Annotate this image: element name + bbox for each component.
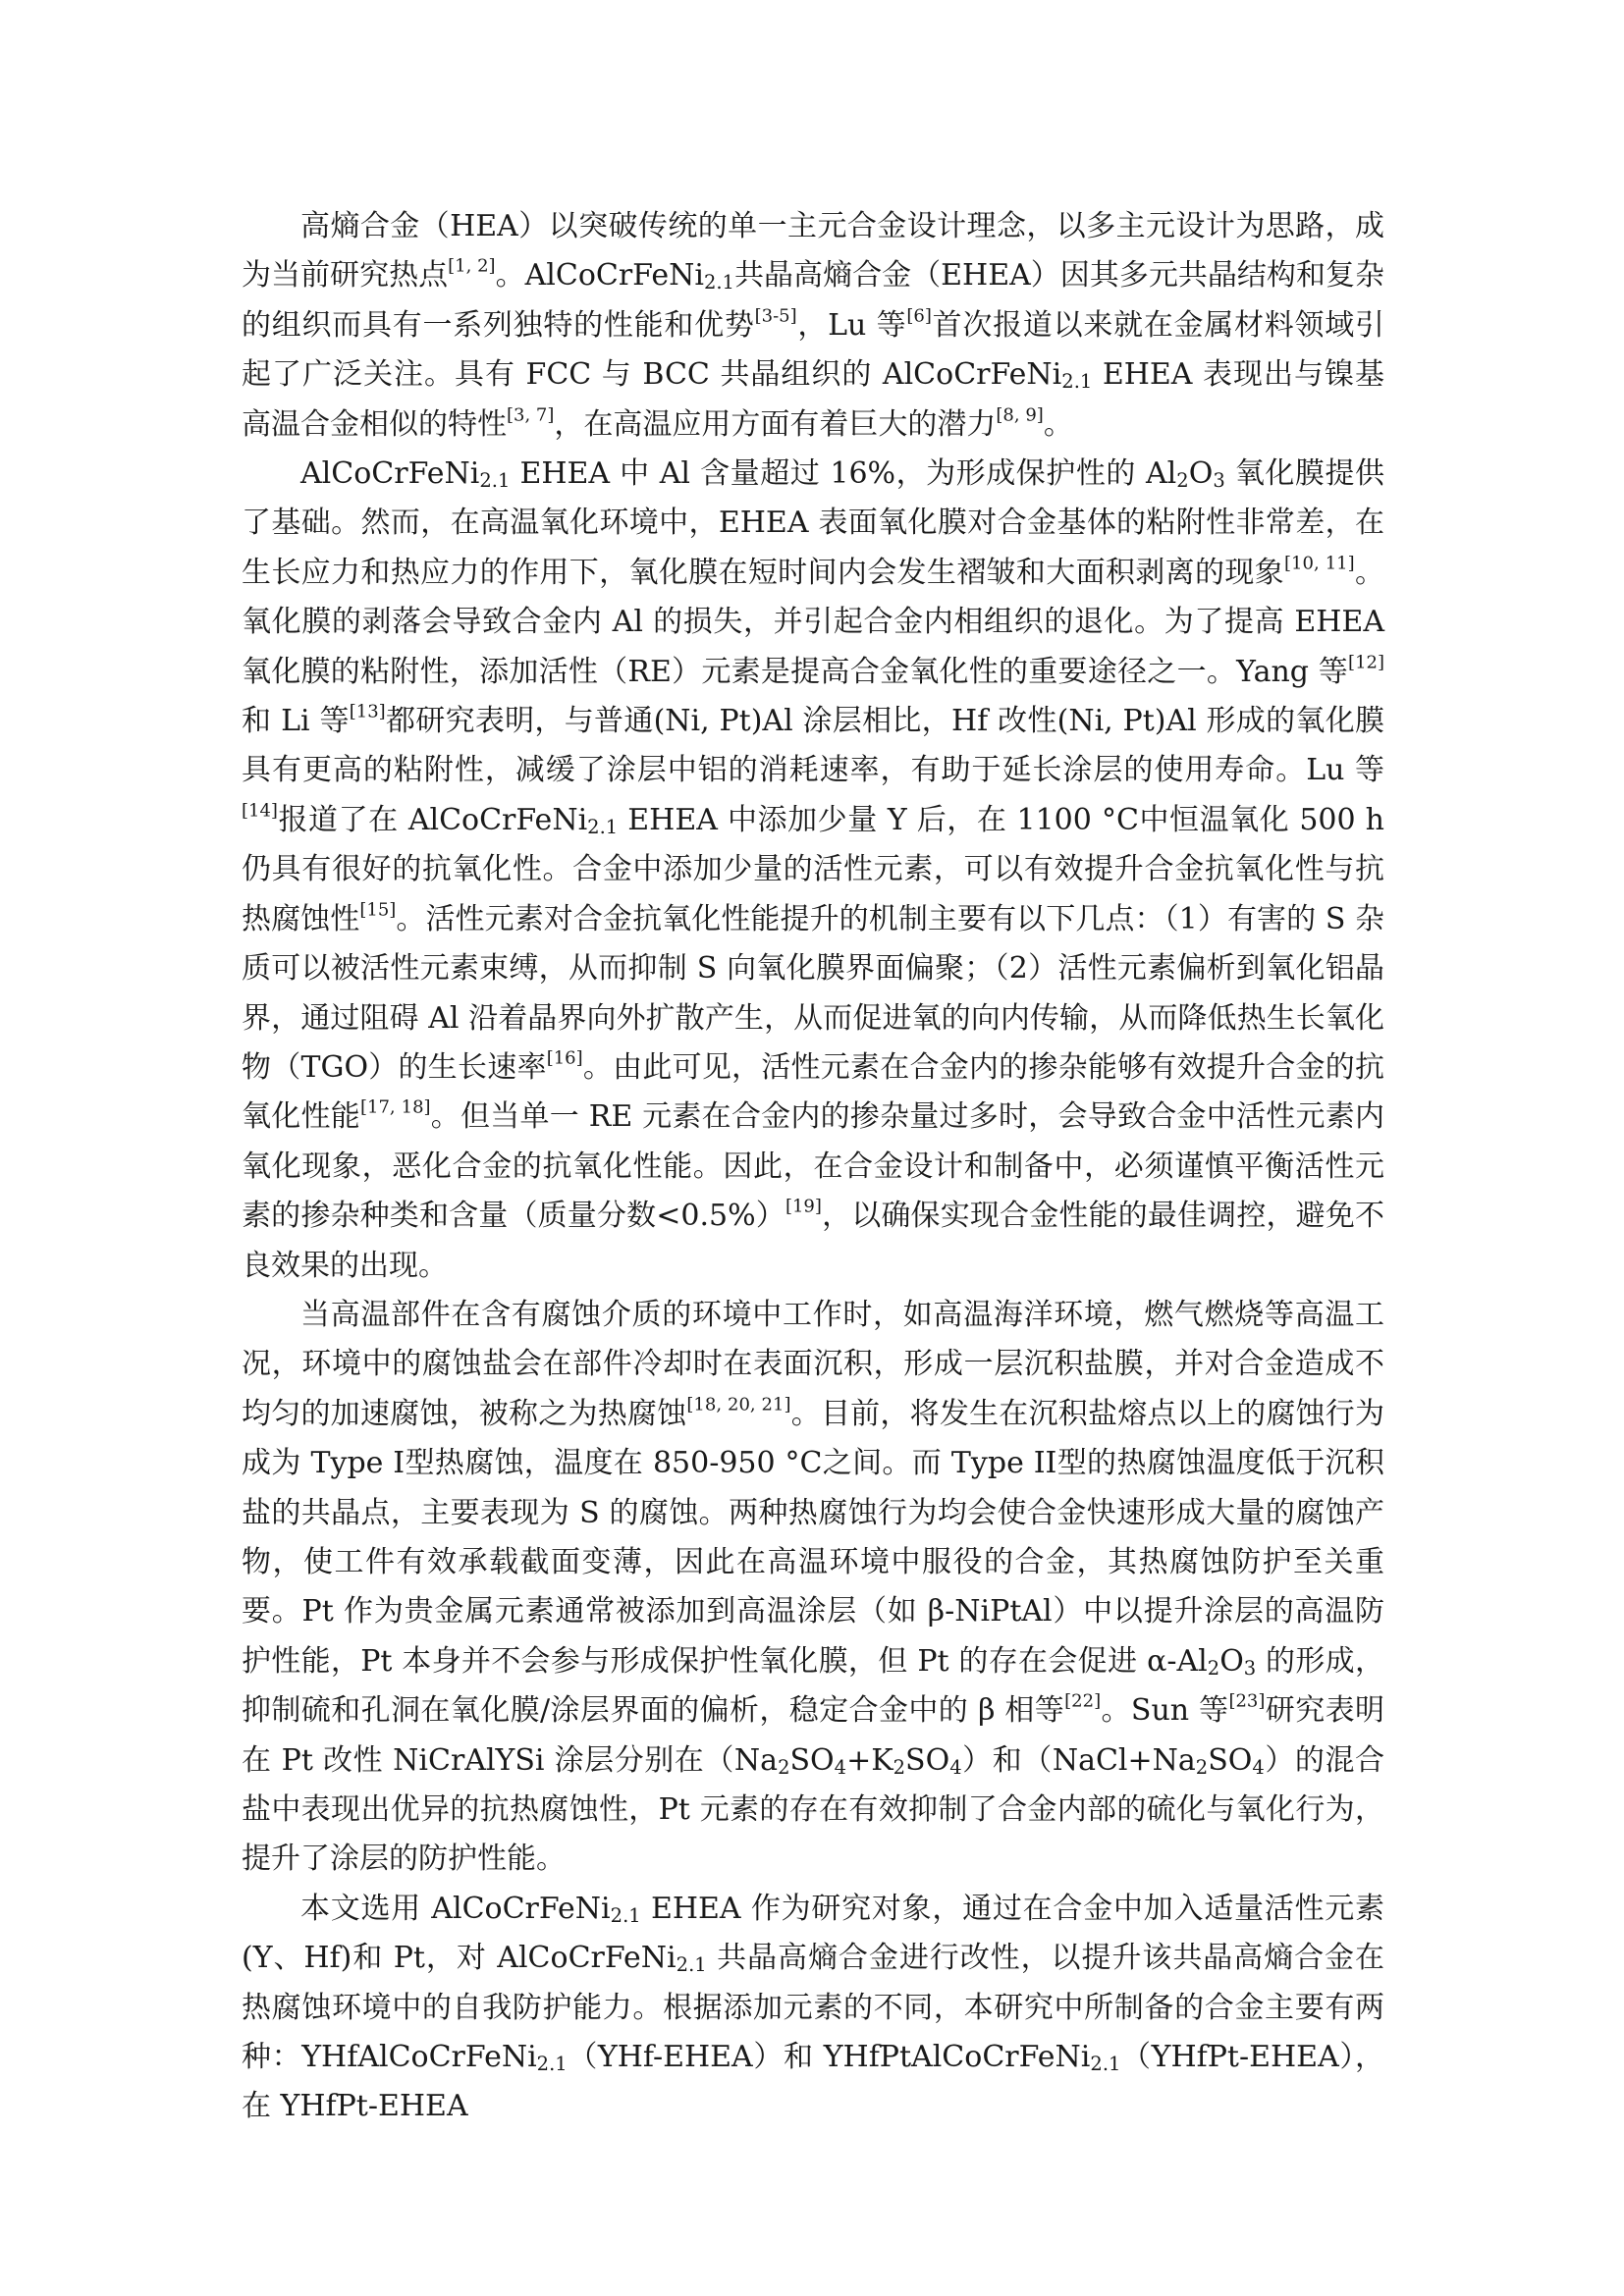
text-run: ）和（NaCl+Na [961, 1742, 1196, 1778]
citation-ref: [3, 7] [507, 404, 555, 426]
chemical-subscript: 2 [1195, 1755, 1209, 1779]
text-run: 报道了在 AlCoCrFeNi [277, 802, 588, 837]
text-run: EHEA 中 Al 含量超过 16%，为形成保护性的 Al [510, 456, 1177, 492]
text-run: 。目前，将发生在沉积盐熔点以上的腐蚀行为成为 Type I型热腐蚀，温度在 850-950 °C之间。而 Type II型的热腐蚀温度低于沉积盐的共晶点，主要表现为 S 的腐蚀。两种热腐蚀行为均会使合金快速形成大量的腐蚀产物，使工件有效承载截面变薄，因此在高温环境中服役的合金，其热腐蚀防护至关重要。Pt 作为贵金属元素通常被添加到高温涂层（如 β-NiPtAl）中以提升涂层的高温防护性能，Pt 本身并不会参与形成保护性氧化膜，但 Pt 的存在会促进 α-Al [242, 1396, 1385, 1679]
text-run: 的形成，抑制硫和孔洞在氧化膜/涂层界面的偏析，稳定合金中的 β 相等 [242, 1643, 1384, 1729]
chemical-subscript: 2.1 [479, 468, 511, 492]
citation-ref: [6] [906, 305, 932, 327]
chemical-subscript: 2.1 [536, 2052, 568, 2075]
chemical-subscript: 2 [893, 1755, 906, 1779]
chemical-subscript: 2 [1176, 468, 1189, 492]
text-run: EHEA 表现出与镍基高温合金相似的特性 [242, 357, 1384, 442]
citation-ref: [1, 2] [448, 255, 496, 277]
text-run: 共晶高熵合金（EHEA）因其多元共晶结构和复杂的组织而具有一系列独特的性能和优势 [242, 258, 1384, 343]
text-run: （YHfPt-EHEA），在 YHfPt-EHEA [242, 2040, 1384, 2124]
chemical-subscript: 2.1 [1090, 2052, 1121, 2075]
text-run: O [1188, 456, 1214, 492]
text-run: 本文选用 AlCoCrFeNi [300, 1891, 611, 1926]
chemical-subscript: 2.1 [676, 1953, 707, 1977]
text-run: （YHf-EHEA）和 YHfPtAlCoCrFeNi [567, 2040, 1091, 2075]
text-run: 。AlCoCrFeNi [495, 258, 704, 294]
citation-ref: [16] [546, 1047, 583, 1069]
chemical-subscript: 2.1 [1061, 370, 1093, 394]
citation-ref: [3-5] [754, 305, 797, 327]
text-run: 氧化膜提供了基础。然而，在高温氧化环境中，EHEA 表面氧化膜对合金基体的粘附性非常差，在生长应力和热应力的作用下，氧化膜在短时间内会发生褶皱和大面积剥离的现象 [242, 456, 1384, 590]
citation-ref: [12] [1348, 652, 1384, 673]
text-run: 。但当单一 RE 元素在合金内的掺杂量过多时，会导致合金中活性元素内氧化现象，恶化合金的抗氧化性能。因此，在合金设计和制备中，必须谨慎平衡活性元素的掺杂种类和含量（质量分数<0.5%） [242, 1099, 1385, 1234]
chemical-subscript: 2 [778, 1755, 790, 1779]
citation-ref: [17, 18] [360, 1096, 431, 1118]
text-run: O [1219, 1643, 1244, 1679]
text-run: 。由此可见，活性元素在合金内的掺杂能够有效提升合金的抗氧化性能 [242, 1049, 1384, 1135]
text-run: 研究表明在 Pt 改性 NiCrAlYSi 涂层分别在（Na [242, 1693, 1385, 1778]
chemical-subscript: 3 [1213, 468, 1225, 492]
paragraph-introduction-hea [242, 202, 1384, 450]
text-run: ，Lu 等 [796, 307, 907, 343]
text-run: 高熵合金（HEA）以突破传统的单一主元合金设计理念，以多主元设计为思路，成为当前研究热点 [242, 209, 1384, 294]
chemical-subscript: 4 [949, 1755, 962, 1779]
paper-body [242, 202, 1384, 2132]
citation-ref: [18, 20, 21] [686, 1394, 791, 1415]
chemical-subscript: 3 [1243, 1656, 1257, 1680]
text-run: 首次报道以来就在金属材料领域引起了广泛关注。具有 FCC 与 BCC 共晶组织的 AlCoCrFeNi [242, 307, 1385, 393]
text-run: EHEA 作为研究对象，通过在合金中加入适量活性元素(Y、Hf)和 Pt，对 AlCoCrFeNi [242, 1891, 1384, 1976]
text-run: SO [1208, 1742, 1253, 1778]
citation-ref: [10, 11] [1284, 553, 1355, 574]
text-run: 。氧化膜的剥落会导致合金内 Al 的损失，并引起合金内相组织的退化。为了提高 EHEA 氧化膜的粘附性，添加活性（RE）元素是提高合金氧化性的重要途径之一。Yang 等 [242, 555, 1384, 689]
text-run: ）的混合盐中表现出优异的抗热腐蚀性，Pt 元素的存在有效抑制了合金内部的硫化与氧化行为，提升了涂层的防护性能。 [242, 1742, 1385, 1877]
citation-ref: [8, 9] [996, 404, 1044, 426]
paragraph-hot-corrosion [242, 1291, 1384, 1885]
citation-ref: [13] [349, 701, 386, 722]
text-run: 。Sun 等 [1101, 1693, 1229, 1729]
chemical-subscript: 2.1 [587, 815, 619, 838]
text-run: SO [905, 1742, 950, 1778]
chemical-subscript: 4 [834, 1755, 847, 1779]
text-run: 共晶高熵合金进行改性，以提升该共晶高熵合金在热腐蚀环境中的自我防护能力。根据添加元素的不同，本研究中所制备的合金主要有两种：YHfAlCoCrFeNi [242, 1941, 1384, 2075]
text-run: SO [789, 1742, 835, 1778]
text-run: 当高温部件在含有腐蚀介质的环境中工作时，如高温海洋环境，燃气燃烧等高温工况，环境中的腐蚀盐会在部件冷却时在表面沉积，形成一层沉积盐膜，并对合金造成不均匀的加速腐蚀，被称之为热腐蚀 [242, 1297, 1384, 1431]
text-run: 都研究表明，与普通(Ni, Pt)Al 涂层相比，Hf 改性(Ni, Pt)Al 形成的氧化膜具有更高的粘附性，减缓了涂层中铝的消耗速率，有助于延长涂层的使用寿命。Lu 等 [242, 704, 1384, 788]
citation-ref: [15] [359, 899, 397, 921]
text-run: +K [846, 1742, 893, 1778]
text-run: 。 [1043, 406, 1073, 442]
text-run: 和 Li 等 [242, 704, 350, 739]
paragraph-reactive-elements [242, 450, 1384, 1291]
chemical-subscript: 2.1 [703, 271, 734, 294]
citation-ref: [22] [1064, 1690, 1102, 1712]
paragraph-study-scope [242, 1885, 1384, 2132]
text-run: 。活性元素对合金抗氧化性能提升的机制主要有以下几点：（1）有害的 S 杂质可以被活性元素束缚，从而抑制 S 向氧化膜界面偏聚；（2）活性元素偏析到氧化铝晶界，通过阻碍 Al 沿着晶界向外扩散产生，从而促进氧的向内传输，从而降低热生长氧化物（TGO）的生长速率 [242, 901, 1384, 1085]
text-run: EHEA 中添加少量 Y 后，在 1100 °C中恒温氧化 500 h 仍具有很好的抗氧化性。合金中添加少量的活性元素，可以有效提升合金抗氧化性与抗热腐蚀性 [242, 802, 1384, 936]
chemical-subscript: 2.1 [610, 1903, 641, 1927]
citation-ref: [23] [1228, 1690, 1266, 1712]
text-run: ，在高温应用方面有着巨大的潜力 [554, 406, 997, 442]
chemical-subscript: 2 [1207, 1656, 1220, 1680]
citation-ref: [19] [785, 1196, 822, 1217]
text-run: ，以确保实现合金性能的最佳调控，避免不良效果的出现。 [242, 1199, 1384, 1283]
chemical-subscript: 4 [1252, 1755, 1265, 1779]
text-run: AlCoCrFeNi [300, 456, 480, 492]
citation-ref: [14] [242, 800, 278, 822]
